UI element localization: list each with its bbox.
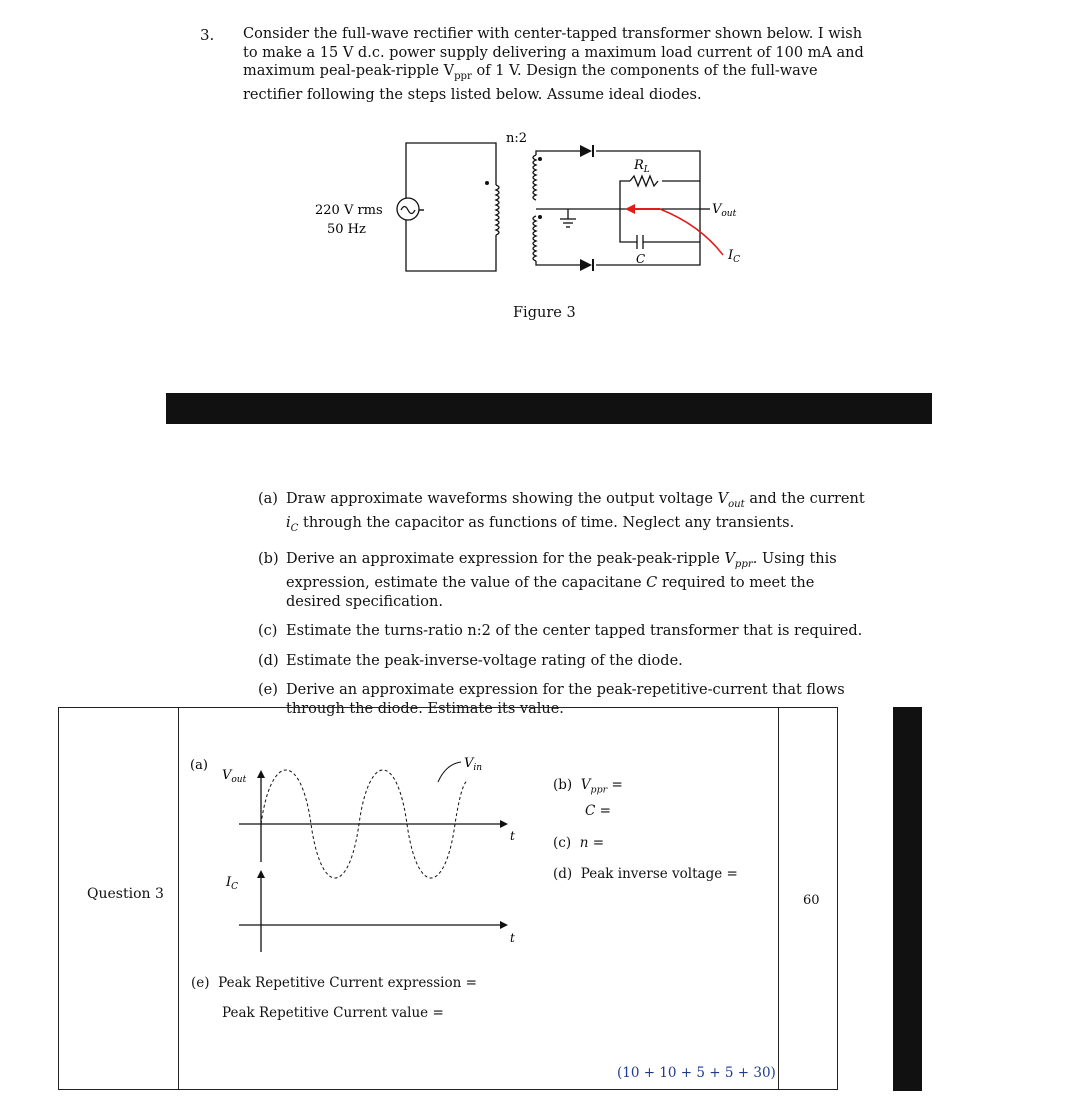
t-label-2: t xyxy=(510,931,515,945)
c-label: C xyxy=(636,252,646,266)
parts-list xyxy=(258,490,873,729)
right-edge-bar xyxy=(893,707,922,1091)
diode-bottom xyxy=(580,259,592,271)
question-number: 3. xyxy=(200,26,215,44)
diode-top xyxy=(580,145,592,157)
marks-value: 60 xyxy=(803,893,820,908)
figure-caption: Figure 3 xyxy=(513,305,576,321)
marks-breakdown: (10 + 10 + 5 + 5 + 30) xyxy=(617,1065,776,1081)
ic-axis-label: $I_C$ xyxy=(226,875,239,892)
vin-label: $V_{in}$ xyxy=(464,756,483,773)
part-e: (e) Derive an approximate expression for the peak-repetitive-current that flows through the diode. Estimate its value. xyxy=(258,682,845,717)
part-c: (c) Estimate the turns-ratio n:2 of the center tapped transformer that is required. xyxy=(258,623,863,640)
waveform-plots xyxy=(186,752,526,952)
part-d: (d) Estimate the peak-inverse-voltage rating of the diode. xyxy=(258,652,683,669)
part-b: (b) Derive an approximate expression for the peak-peak-ripple $V_{ppr}$. Using this expression, estimate the value of the capacitane C required to meet the desired specification. xyxy=(258,550,837,610)
vout-label: $V_{out}$ xyxy=(712,202,737,219)
load-resistor xyxy=(630,176,658,186)
primary-wire xyxy=(406,143,496,210)
part-a: (a) Draw approximate waveforms showing the output voltage $V_{out}$ and the current $i_C$ through the capacitor as functions of time. Neglect any transients. xyxy=(258,491,865,535)
answer-e-value: Peak Repetitive Current value = xyxy=(222,1005,444,1021)
question-label: Question 3 xyxy=(87,886,164,902)
vout-axis-label: $V_{out}$ xyxy=(222,768,247,785)
primary-wire-bottom xyxy=(406,210,496,271)
ic-label: $I_C$ xyxy=(728,248,741,265)
t-label: t xyxy=(510,829,515,843)
source-frequency-label: 50 Hz xyxy=(327,222,366,237)
question-text: Consider the full-wave rectifier with center-tapped transformer shown below. I wish to make a 15 V d.c. power supply delivering a maximum load current of 100 mA and maximum peal-peak-ripple $V_{ppr}$ of 1 V. Design the components of the full-wave rectifier following the steps listed below. Assume ideal diodes. xyxy=(243,26,864,104)
answer-c: (c) n = xyxy=(553,835,605,851)
turns-ratio-label: n:2 xyxy=(506,131,528,146)
secondary-coil-top xyxy=(533,155,536,200)
answer-e-expression: (e) Peak Repetitive Current expression = xyxy=(191,975,477,991)
answer-b: (b) $V_{ppr}$ = xyxy=(553,777,623,796)
answer-d: (d) Peak inverse voltage = xyxy=(553,866,738,882)
primary-coil xyxy=(496,185,499,235)
answer-b-c: C = xyxy=(585,803,611,819)
secondary-coil-bottom xyxy=(533,216,536,261)
redaction-bar xyxy=(166,393,932,424)
circuit-figure xyxy=(300,125,760,305)
source-voltage-label: 220 V rms xyxy=(315,203,383,218)
rl-label: $R_L$ xyxy=(634,158,650,175)
answer-a-label: (a) xyxy=(190,758,208,773)
